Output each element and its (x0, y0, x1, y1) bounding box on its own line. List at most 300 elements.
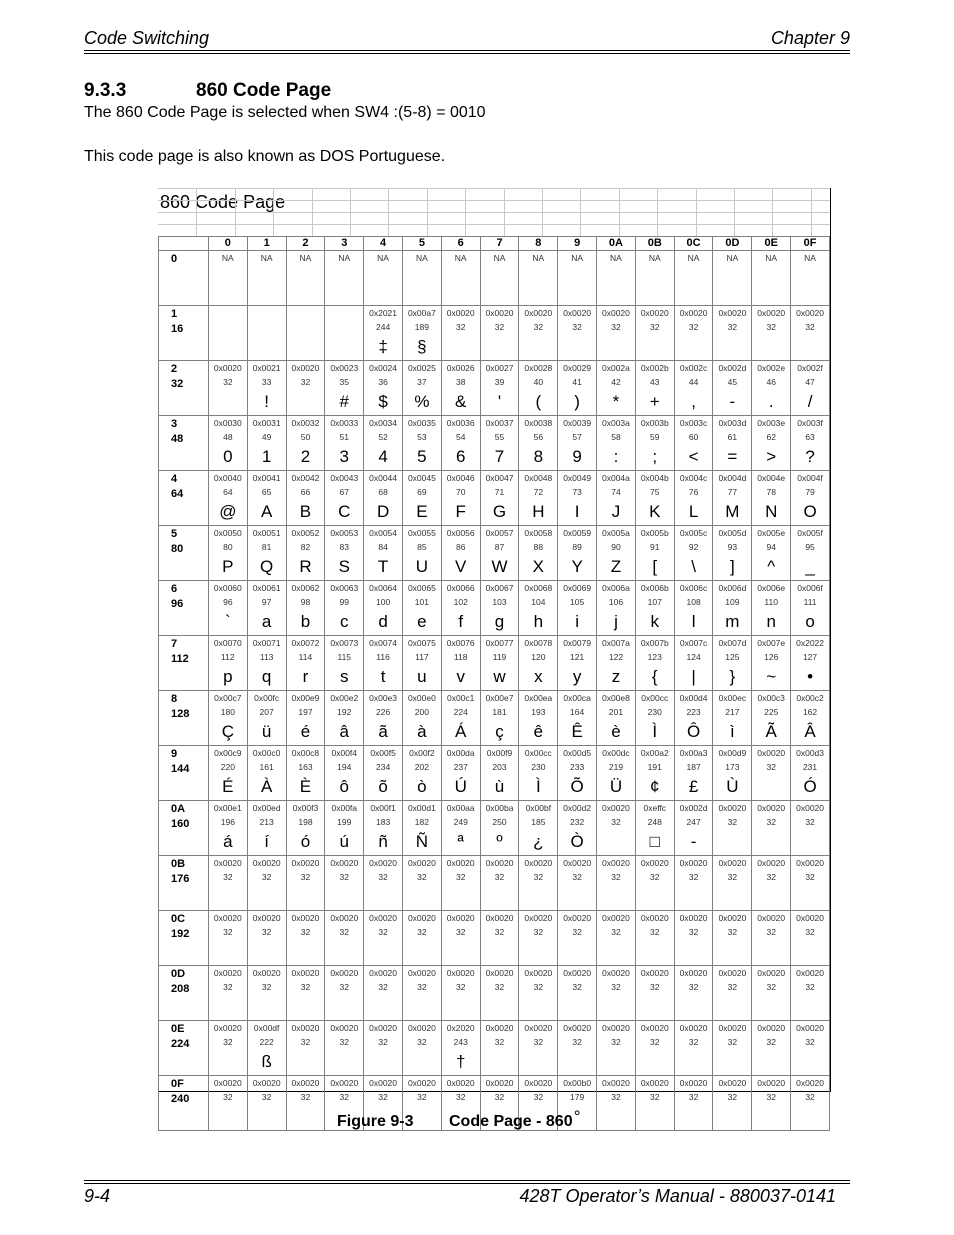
glyph: \ (691, 557, 696, 576)
code-cell (674, 636, 713, 691)
code-cell (402, 251, 441, 306)
unicode-value: 0x0020 (563, 308, 592, 318)
footer-rule (84, 1180, 850, 1181)
code-cell (519, 361, 558, 416)
decimal-value: 60 (688, 432, 699, 442)
code-cell (674, 471, 713, 526)
table-row (159, 581, 830, 636)
unicode-value: 0x0056 (446, 528, 475, 538)
decimal-value: 32 (727, 322, 738, 332)
glyph: o (805, 612, 815, 631)
decimal-value: 101 (414, 597, 429, 607)
glyph: ô (339, 777, 349, 796)
glyph: ° (573, 1107, 581, 1126)
glyph (519, 995, 557, 1019)
unicode-value: 0x00d4 (679, 693, 708, 703)
unicode-value: NA (804, 253, 816, 263)
decimal-value: 32 (805, 927, 815, 937)
decimal-value: 113 (259, 652, 274, 662)
unicode-value: 0x00a3 (679, 748, 708, 758)
code-cell (752, 966, 791, 1021)
code-cell (752, 801, 791, 856)
code-cell (480, 636, 519, 691)
table-row (159, 966, 830, 1021)
glyph (636, 885, 674, 909)
decimal-value: 83 (339, 542, 349, 552)
decimal-value: 32 (417, 1037, 427, 1047)
code-cell (247, 416, 286, 471)
unicode-value: 0x0058 (524, 528, 553, 538)
glyph (209, 885, 247, 909)
decimal-value: 194 (337, 762, 352, 772)
code-cell (325, 966, 364, 1021)
code-cell (286, 581, 325, 636)
unicode-value: 0x0041 (252, 473, 281, 483)
unicode-value: 0x0020 (796, 858, 824, 868)
unicode-value: 0x0062 (291, 583, 320, 593)
code-cell (208, 691, 247, 746)
decimal-value: 51 (339, 432, 349, 442)
glyph: J (611, 502, 621, 521)
code-cell (791, 361, 830, 416)
unicode-value: 0x002f (797, 363, 823, 373)
decimal-value: 32 (727, 1092, 738, 1102)
code-cell (325, 636, 364, 691)
decimal-value: 61 (727, 432, 738, 442)
unicode-value: 0x0020 (796, 968, 824, 978)
decimal-value: 54 (455, 432, 466, 442)
decimal-value: 119 (492, 652, 507, 662)
table-row (159, 801, 830, 856)
row-label (159, 526, 209, 581)
unicode-value: NA (765, 253, 778, 263)
decimal-value: 66 (300, 487, 311, 497)
code-cell (480, 361, 519, 416)
column-header: 0C (674, 237, 713, 251)
code-cell (791, 1076, 830, 1131)
unicode-value (248, 306, 286, 320)
code-cell (441, 251, 480, 306)
unicode-value: 0x0061 (252, 583, 281, 593)
row-label (159, 471, 209, 526)
unicode-value: 0x0020 (291, 913, 320, 923)
unicode-value: 0x00d9 (718, 748, 747, 758)
decimal-value: 220 (220, 762, 235, 772)
code-cell (674, 581, 713, 636)
code-cell (674, 856, 713, 911)
decimal-value: 32 (650, 872, 660, 882)
glyph: • (807, 667, 814, 686)
code-cell (791, 911, 830, 966)
glyph (636, 940, 674, 964)
code-cell (752, 306, 791, 361)
row-label (159, 581, 209, 636)
glyph: S (338, 557, 350, 576)
unicode-value: 0x0066 (446, 583, 475, 593)
decimal-value: 32 (223, 1037, 233, 1047)
unicode-value: 0x0031 (252, 418, 281, 428)
glyph (287, 1050, 325, 1074)
unicode-value: 0x00aa (446, 803, 475, 813)
glyph (481, 995, 519, 1019)
code-cell (713, 966, 752, 1021)
glyph: Ê (571, 722, 583, 741)
decimal-value: 32 (300, 982, 311, 992)
glyph: Y (571, 557, 583, 576)
decimal-value: 123 (647, 652, 662, 662)
decimal-value: 32 (339, 1092, 349, 1102)
glyph (403, 995, 441, 1019)
glyph: h (533, 612, 544, 631)
glyph: à (417, 722, 427, 741)
glyph (713, 830, 751, 854)
code-cell (441, 691, 480, 746)
unicode-value: 0x0032 (291, 418, 320, 428)
decimal-value: 32 (533, 322, 544, 332)
code-cell (752, 581, 791, 636)
code-cell (558, 691, 597, 746)
glyph: 4 (378, 447, 388, 466)
unicode-value: 0x0051 (252, 528, 281, 538)
glyph: ( (535, 392, 542, 411)
glyph (713, 1105, 751, 1129)
decimal-value: 32 (611, 927, 621, 937)
decimal-value: 32 (688, 1037, 699, 1047)
row-label-line: 8 (171, 693, 178, 705)
decimal-value: 43 (650, 377, 660, 387)
code-cell (208, 581, 247, 636)
table-row (159, 526, 830, 581)
section-title: 860 Code Page (196, 80, 332, 101)
decimal-value: 224 (453, 707, 468, 717)
decimal-value: 49 (261, 432, 272, 442)
decimal-value: 42 (611, 377, 621, 387)
row-label-line: 0E (171, 1023, 185, 1035)
code-cell (752, 1021, 791, 1076)
unicode-value: 0x0020 (369, 913, 398, 923)
unicode-value: 0x0020 (446, 968, 475, 978)
unicode-value: 0x0020 (485, 1023, 514, 1033)
glyph: z (611, 667, 621, 686)
code-cell (402, 856, 441, 911)
row-label-line: 5 (171, 528, 178, 540)
unicode-value: 0x0055 (407, 528, 436, 538)
glyph: É (222, 777, 234, 796)
code-cell (519, 801, 558, 856)
unicode-value: 0x00cc (641, 693, 669, 703)
row-label-line: 0 (171, 253, 178, 265)
code-cell (519, 251, 558, 306)
decimal-value: 58 (611, 432, 621, 442)
decimal-value: 32 (805, 872, 815, 882)
decimal-value: 32 (417, 982, 427, 992)
decimal-value: 46 (766, 377, 776, 387)
unicode-value: 0x003a (602, 418, 630, 428)
glyph: ' (497, 392, 502, 411)
decimal-value: 162 (802, 707, 818, 717)
decimal-value: 81 (261, 542, 272, 552)
decimal-value: 200 (414, 707, 429, 717)
decimal-value: 117 (415, 652, 429, 662)
unicode-value: 0x0020 (213, 913, 242, 923)
glyph: j (614, 612, 618, 631)
glyph: - (690, 832, 697, 851)
code-cell (364, 911, 403, 966)
code-cell (441, 636, 480, 691)
glyph (403, 1050, 441, 1074)
unicode-value: 0x0034 (369, 418, 398, 428)
corner-cell (159, 237, 209, 251)
decimal-value: 48 (223, 432, 233, 442)
decimal-value: 126 (764, 652, 779, 662)
unicode-value: 0x0074 (369, 638, 398, 648)
glyph: k (650, 612, 660, 631)
unicode-value: 0x005d (718, 528, 747, 538)
unicode-value: 0x0060 (213, 583, 242, 593)
code-cell (791, 526, 830, 581)
code-cell (364, 361, 403, 416)
glyph: t (380, 667, 386, 686)
decimal-value: 32 (650, 322, 660, 332)
unicode-value: 0x006c (679, 583, 708, 593)
decimal-value: 105 (570, 597, 585, 607)
decimal-value: 191 (647, 762, 662, 772)
code-cell (597, 581, 636, 636)
code-cell (286, 966, 325, 1021)
glyph (558, 1050, 596, 1074)
code-cell (325, 691, 364, 746)
code-cell (674, 911, 713, 966)
glyph (481, 885, 519, 909)
glyph (364, 885, 402, 909)
glyph: p (223, 667, 233, 686)
unicode-value: 0x0020 (330, 1023, 359, 1033)
decimal-value: 32 (300, 872, 311, 882)
code-cell (480, 306, 519, 361)
glyph (713, 940, 751, 964)
glyph (597, 830, 635, 854)
unicode-value: NA (610, 253, 622, 263)
decimal-value: 112 (221, 652, 235, 662)
unicode-value: 0x0020 (407, 1078, 436, 1088)
unicode-value: NA (221, 253, 234, 263)
decimal-value: 92 (688, 542, 699, 552)
decimal-value (597, 265, 635, 280)
decimal-value: 32 (611, 817, 621, 827)
unicode-value: 0x0020 (796, 308, 824, 318)
row-label-line: 128 (171, 708, 190, 720)
code-cell (635, 306, 674, 361)
glyph: Ç (221, 722, 234, 741)
unicode-value: 0x005c (679, 528, 708, 538)
decimal-value: 32 (261, 927, 272, 937)
row-label-line: 208 (171, 983, 190, 995)
row-label (159, 636, 209, 691)
glyph (248, 335, 286, 359)
glyph: l (691, 612, 696, 631)
code-cell (402, 636, 441, 691)
decimal-value: 95 (805, 542, 815, 552)
code-cell (441, 746, 480, 801)
glyph (248, 940, 286, 964)
code-cell (208, 966, 247, 1021)
column-header: 0F (791, 237, 830, 251)
column-header: 6 (441, 237, 480, 251)
code-cell (208, 636, 247, 691)
code-cell (597, 471, 636, 526)
code-cell (713, 581, 752, 636)
unicode-value: NA (338, 253, 351, 263)
code-cell (752, 636, 791, 691)
decimal-value: 222 (259, 1037, 274, 1047)
glyph: : (613, 447, 619, 466)
decimal-value: 32 (223, 872, 233, 882)
glyph: á (223, 832, 233, 851)
decimal-value: 32 (805, 1037, 815, 1047)
decimal-value (325, 320, 363, 335)
decimal-value (713, 265, 751, 280)
code-cell (558, 471, 597, 526)
unicode-value: 0x0020 (679, 1023, 708, 1033)
code-cell (635, 416, 674, 471)
unicode-value: NA (648, 253, 661, 263)
figure-label: Figure 9-3 (337, 1113, 414, 1130)
column-header: 0D (713, 237, 752, 251)
glyph: Ã (765, 722, 777, 741)
code-cell (364, 251, 403, 306)
code-cell (402, 416, 441, 471)
decimal-value: 62 (766, 432, 776, 442)
glyph (248, 1105, 286, 1129)
unicode-value: 0x0020 (602, 1023, 630, 1033)
unicode-value: 0x0020 (796, 913, 824, 923)
decimal-value: 207 (259, 707, 274, 717)
unicode-value: 0x00e7 (485, 693, 514, 703)
unicode-value: 0x0048 (524, 473, 553, 483)
glyph (325, 280, 363, 304)
code-cell (402, 691, 441, 746)
decimal-value (675, 265, 713, 280)
decimal-value: 32 (572, 872, 582, 882)
glyph (209, 940, 247, 964)
glyph: L (688, 502, 699, 521)
glyph: * (612, 392, 620, 411)
unicode-value: 0x0020 (252, 858, 281, 868)
glyph: , (691, 392, 696, 411)
unicode-value: 0x0020 (679, 913, 708, 923)
unicode-value (209, 306, 247, 320)
unicode-value: 0x0049 (563, 473, 592, 483)
glyph: u (417, 667, 427, 686)
decimal-value: 32 (494, 1037, 505, 1047)
code-cell (208, 471, 247, 526)
code-cell (713, 856, 752, 911)
glyph: & (455, 392, 467, 411)
decimal-value: 124 (686, 652, 701, 662)
glyph (675, 335, 713, 359)
decimal-value: 114 (298, 652, 313, 662)
unicode-value: 0x0020 (640, 308, 669, 318)
code-cell (635, 636, 674, 691)
decimal-value: 33 (261, 377, 272, 387)
code-cell (325, 1021, 364, 1076)
decimal-value: 32 (766, 817, 776, 827)
unicode-value: 0x0020 (757, 803, 786, 813)
glyph: ò (417, 777, 427, 796)
glyph (791, 1105, 829, 1129)
decimal-value (558, 265, 596, 280)
decimal-value: 247 (686, 817, 701, 827)
code-cell (597, 691, 636, 746)
code-cell (325, 471, 364, 526)
code-cell (635, 581, 674, 636)
unicode-value: 0x00a7 (407, 308, 436, 318)
code-cell (208, 911, 247, 966)
unicode-value: 0x0020 (252, 968, 281, 978)
unicode-value: 0x0020 (796, 1023, 824, 1033)
code-cell (713, 361, 752, 416)
code-cell (519, 416, 558, 471)
unicode-value: 0x007d (718, 638, 747, 648)
decimal-value: 32 (611, 982, 621, 992)
table-row (159, 306, 830, 361)
unicode-value: 0x0021 (252, 363, 281, 373)
unicode-value: 0x003b (640, 418, 669, 428)
code-cell (247, 1076, 286, 1131)
glyph: ì (730, 722, 735, 741)
decimal-value: 63 (805, 432, 815, 442)
code-cell (286, 416, 325, 471)
row-label-line: 48 (171, 433, 184, 445)
unicode-value: 0x00ba (485, 803, 514, 813)
unicode-value: 0x0020 (602, 968, 630, 978)
code-cell (364, 471, 403, 526)
glyph: a (261, 612, 272, 631)
code-cell (441, 306, 480, 361)
glyph (403, 885, 441, 909)
decimal-value: 32 (688, 322, 699, 332)
unicode-value: 0x0020 (485, 858, 514, 868)
code-cell (635, 1021, 674, 1076)
glyph (791, 335, 829, 359)
glyph: £ (688, 777, 699, 796)
decimal-value: 248 (647, 817, 662, 827)
decimal-value: 44 (688, 377, 699, 387)
code-cell (791, 306, 830, 361)
decimal-value: 74 (611, 487, 621, 497)
code-cell (597, 856, 636, 911)
glyph (752, 1050, 790, 1074)
glyph (248, 995, 286, 1019)
code-cell (752, 856, 791, 911)
code-cell (364, 306, 403, 361)
decimal-value: 108 (686, 597, 701, 607)
glyph: | (691, 667, 696, 686)
unicode-value: 0x0020 (679, 968, 708, 978)
code-cell (791, 636, 830, 691)
code-cell (674, 746, 713, 801)
glyph: f (458, 612, 464, 631)
glyph: G (492, 502, 507, 521)
code-cell (286, 1076, 325, 1131)
row-label (159, 361, 209, 416)
unicode-value: 0x0020 (213, 363, 242, 373)
row-label (159, 1021, 209, 1076)
glyph (752, 1105, 790, 1129)
unicode-value: 0x0020 (407, 968, 436, 978)
glyph (636, 1050, 674, 1074)
unicode-value: 0x0075 (407, 638, 436, 648)
